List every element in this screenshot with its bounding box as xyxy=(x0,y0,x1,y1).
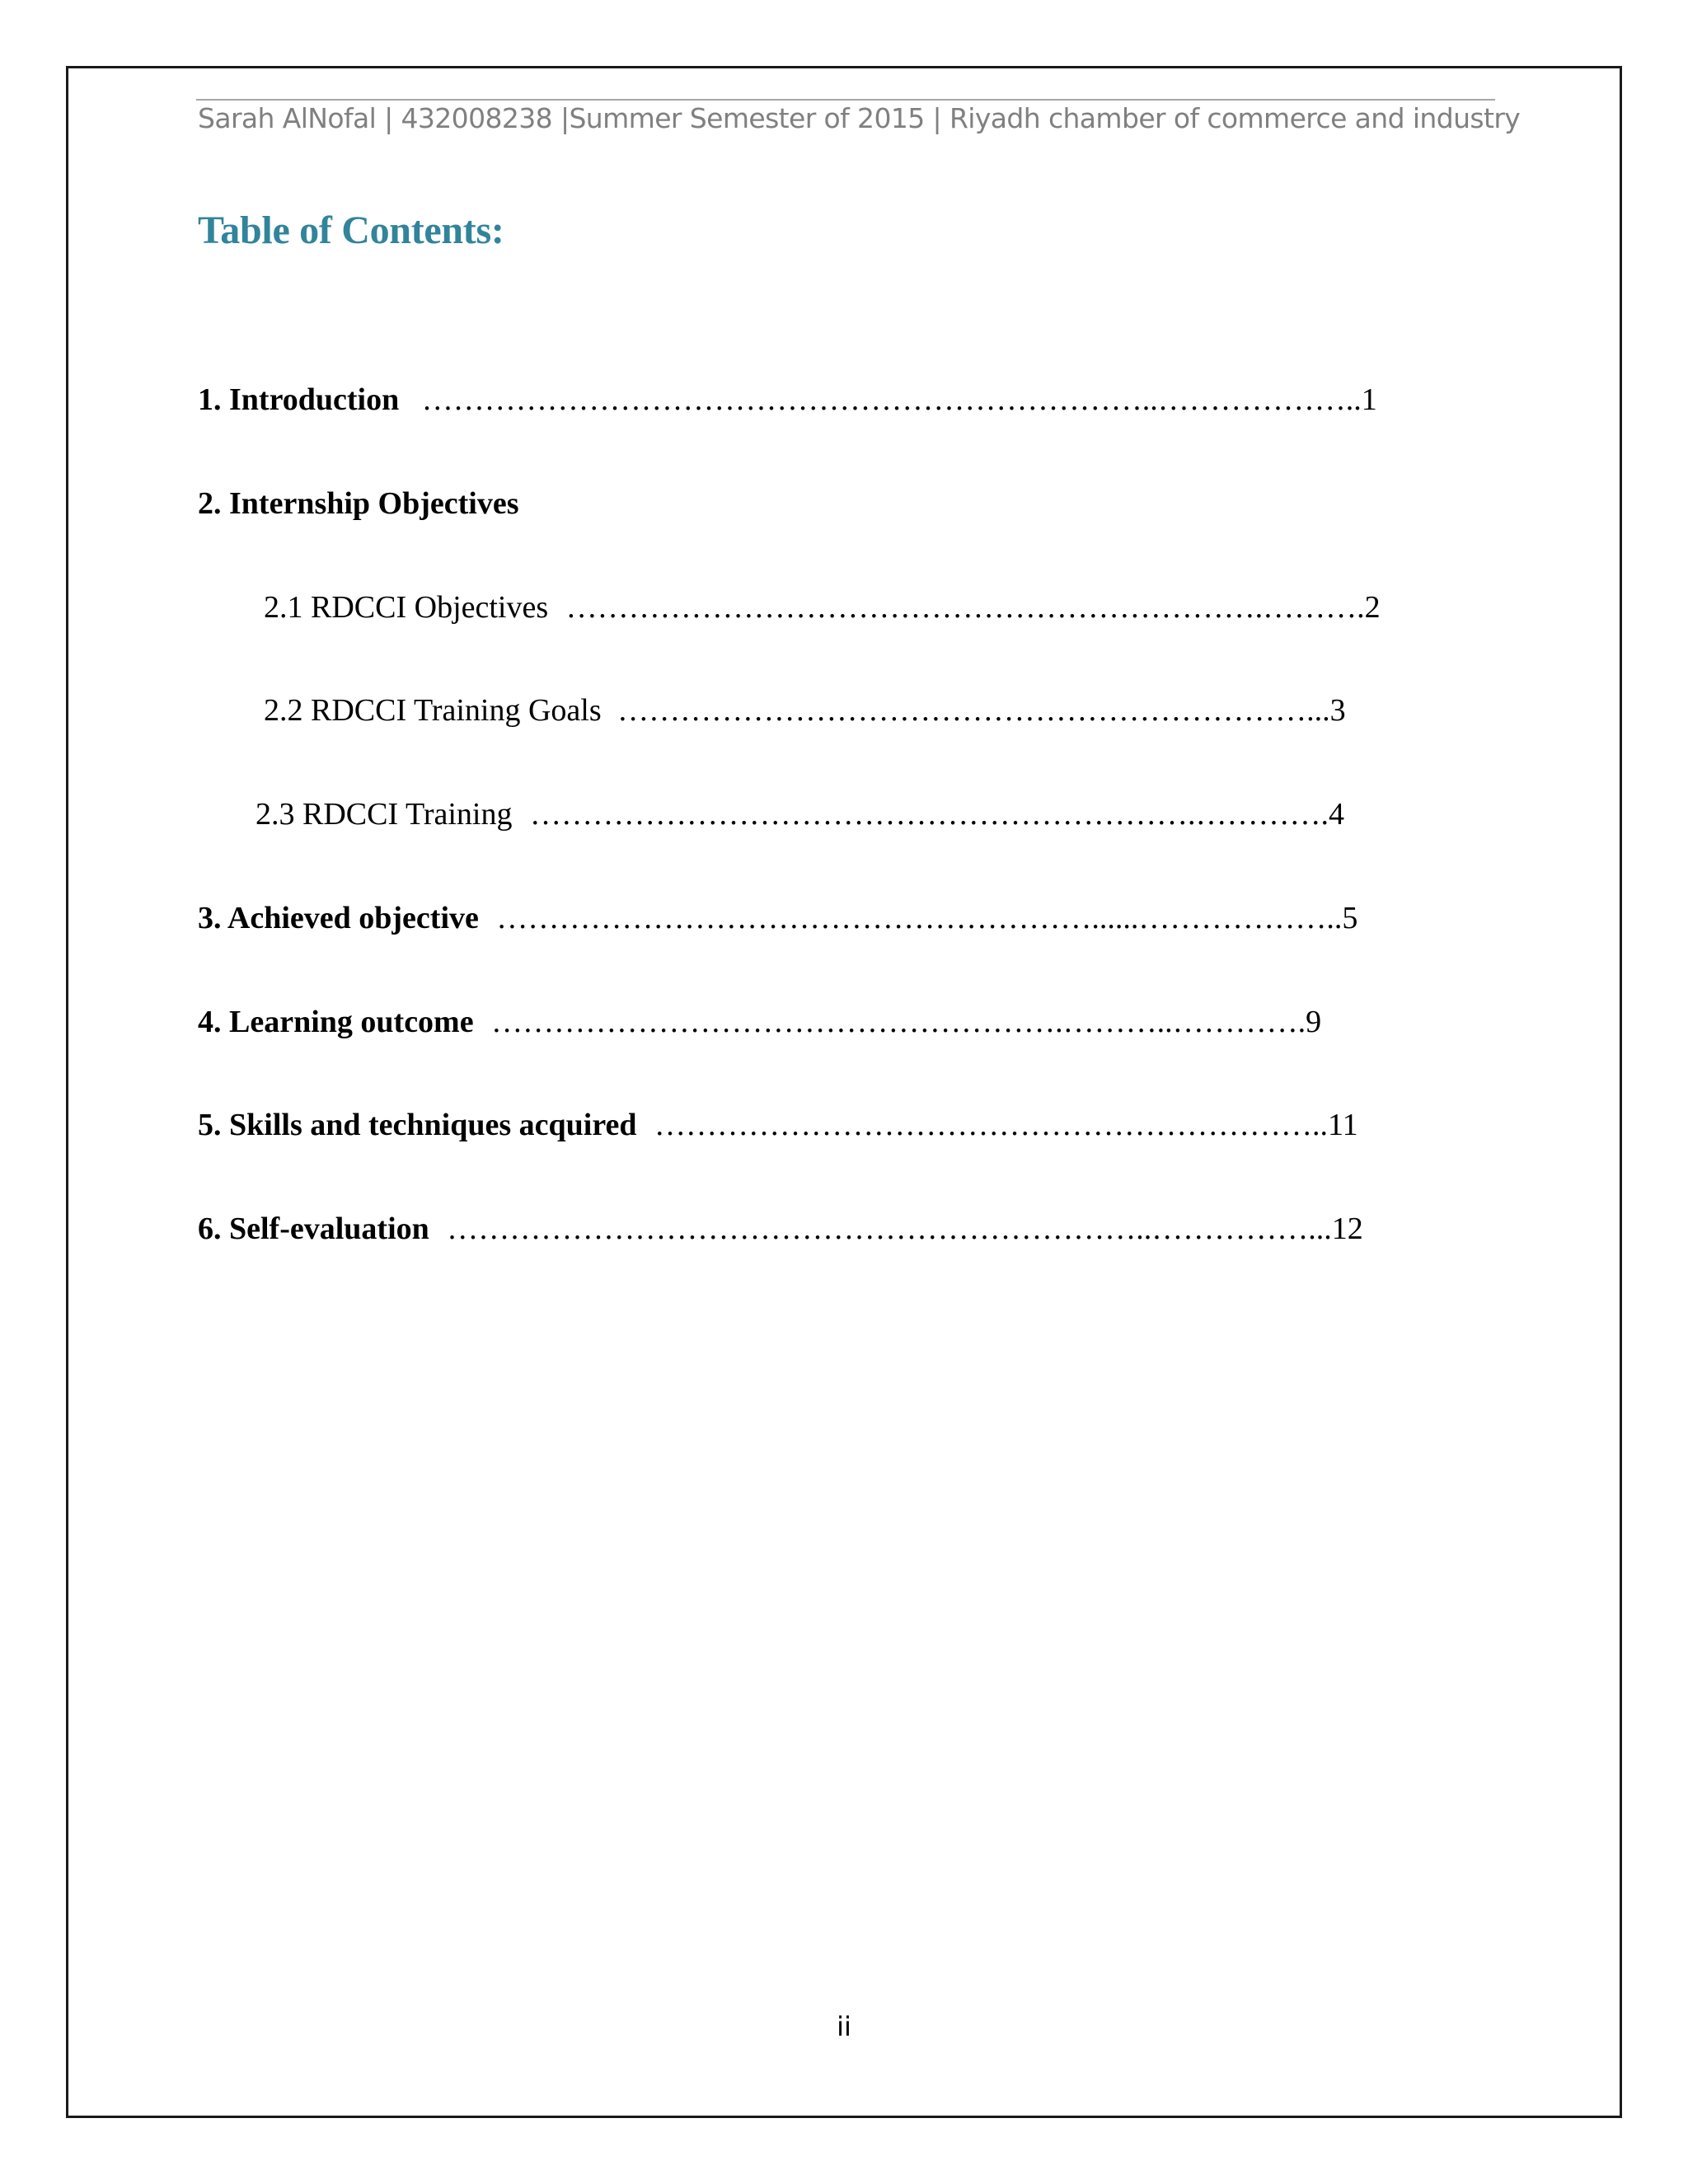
toc-entry-skills-techniques xyxy=(198,1109,1358,1141)
toc-entry-achieved-objective xyxy=(198,902,1357,934)
page-number: ii xyxy=(837,2011,851,2042)
toc-leader-dots: ……………………………………………………………..……………….. xyxy=(421,382,1362,417)
toc-leader-dots: ……………………………………………………….…………. xyxy=(529,797,1329,832)
toc-entry-label: 6. Self-evaluation xyxy=(198,1212,429,1246)
toc-entry-label: 2. Internship Objectives xyxy=(198,486,519,521)
toc-leader-dots: ………………………………………………………….………. xyxy=(565,590,1365,625)
toc-leader-dots: …………………………………………………......……………….. xyxy=(496,901,1343,935)
toc-entry-label: 2.1 RDCCI Objectives xyxy=(264,590,549,625)
toc-title: Table of Contents: xyxy=(198,209,504,252)
toc-entry-rdcci-training xyxy=(256,799,1344,830)
toc-page-number: 5 xyxy=(1342,901,1358,935)
toc-entry-label: 1. Introduction xyxy=(198,382,400,417)
toc-entry-label: 3. Achieved objective xyxy=(198,901,479,935)
toc-entry-self-evaluation xyxy=(198,1213,1363,1244)
toc-leader-dots: ……………………………………………………….. xyxy=(654,1108,1329,1142)
toc-page-number: 11 xyxy=(1328,1108,1358,1142)
toc-entry-rdcci-training-goals xyxy=(264,695,1346,726)
toc-entry-label: 2.2 RDCCI Training Goals xyxy=(264,693,602,728)
header-rule xyxy=(196,99,1495,101)
toc-entry-internship-objectives xyxy=(198,488,519,519)
toc-page-number: 1 xyxy=(1361,382,1377,417)
toc-leader-dots: ……………………………………………….………..…………. xyxy=(491,1005,1306,1039)
running-header: Sarah AlNofal | 432008238 |Summer Semester of 2015 | Riyadh chamber of commerce and industry xyxy=(198,102,1521,134)
toc-page-number: 4 xyxy=(1328,797,1344,832)
toc-leader-dots: …………………………………………………………..……………... xyxy=(447,1212,1332,1246)
toc-entry-label: 4. Learning outcome xyxy=(198,1005,474,1039)
toc-entry-label: 5. Skills and techniques acquired xyxy=(198,1108,637,1142)
toc-entry-learning-outcome xyxy=(198,1006,1321,1038)
toc-entry-rdcci-objectives xyxy=(264,592,1381,623)
toc-page-number: 12 xyxy=(1331,1212,1363,1246)
toc-page-number: 3 xyxy=(1329,693,1346,728)
toc-entry-label: 2.3 RDCCI Training xyxy=(256,797,513,832)
toc-page-number: 9 xyxy=(1306,1005,1322,1039)
toc-entry-introduction xyxy=(198,384,1377,415)
toc-page-number: 2 xyxy=(1364,590,1381,625)
page-border xyxy=(66,66,1622,2118)
toc-leader-dots: …………………………………………………………... xyxy=(617,693,1330,728)
